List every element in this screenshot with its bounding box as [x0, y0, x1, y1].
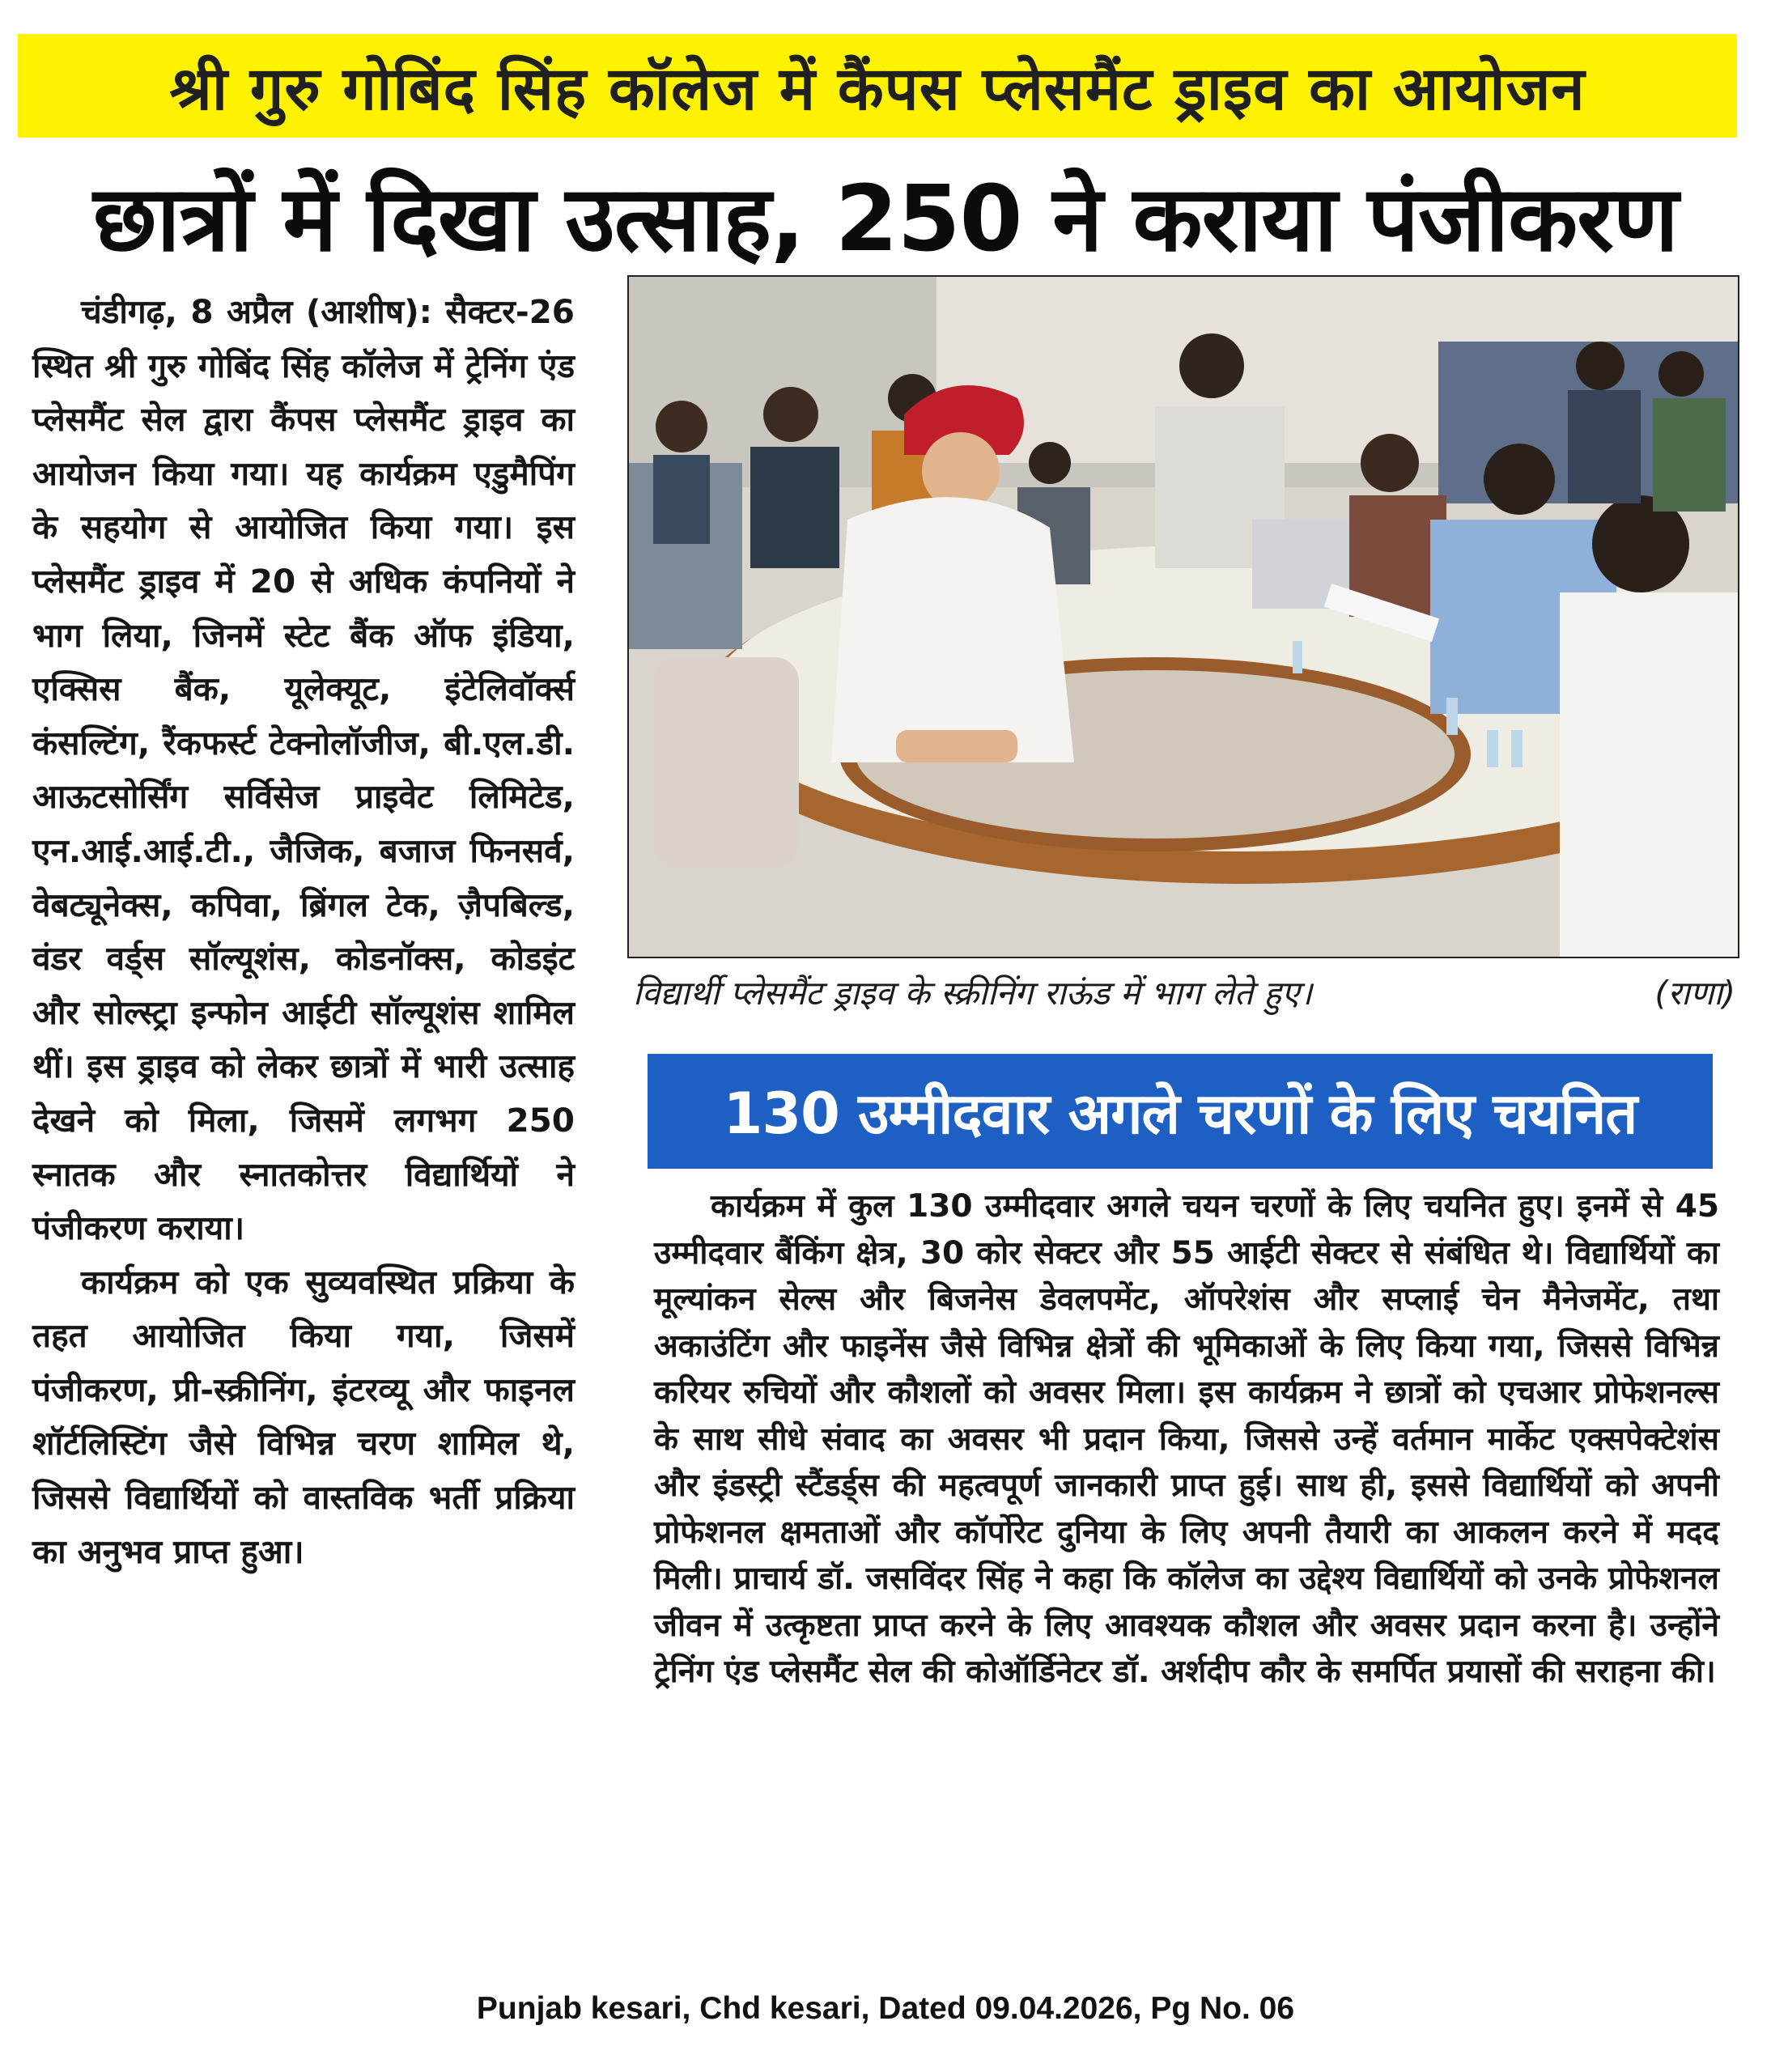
dateline: चंडीगढ़, 8 अप्रैल (आशीष):: [81, 292, 432, 331]
subhead-text: 130 उम्मीदवार अगले चरणों के लिए चयनित: [723, 1081, 1637, 1147]
left-paragraph-1-text: सैक्टर-26 स्थित श्री गुरु गोबिंद सिंह कॉलेज में ट्रेनिंग एंड प्लेसमैंट सेल द्वारा कैंपस प्लेसमैंट ड्राइव का आयोजन किया गया। यह कार्यक्रम एडुमैपिंग के सहयोग से आयोजित किया गया। इस प्लेसमैंट ड्राइव में 20 से अधिक कंपनियों ने भाग लिया, जिनमें स्टेट बैंक ऑफ इंडिया, एक्सिस बैंक, यूलेक्यूट, इंटेलिवॉर्क्स कंसल्टिंग, रैंकफर्स्ट टेक्नोलॉजीज, बी.एल.डी. आऊटसोर्सिंग सर्विसेज प्राइवेट लिमिटेड, एन.आई.आई.टी., जैजिक, बजाज फिनसर्व, वेबट्यूनेक्स, कपिवा, ब्रिंगल टेक, ज़ैपबिल्ड, वंडर वर्ड्स सॉल्यूशंस, कोडनॉक्स, कोडइंट और सोल्स्ट्रा इन्फोन आईटी सॉल्यूशंस शामिल थीं। इस ड्राइव को लेकर छात्रों में भारी उत्साह देखने को मिला, जिसमें लगभग 250 स्नातक और स्नातकोत्तर विद्यार्थियों ने पंजीकरण कराया।: [32, 292, 575, 1248]
headline: छात्रों में दिखा उत्साह, 250 ने कराया पंजीकरण: [93, 166, 1678, 272]
photo-illustration: [629, 277, 1738, 957]
kicker-text: श्री गुरु गोबिंद सिंह कॉलेज में कैंपस प्लेसमैंट ड्राइव का आयोजन: [169, 53, 1586, 124]
left-paragraph-2: कार्यक्रम को एक सुव्यवस्थित प्रक्रिया के तहत आयोजित किया गया, जिसमें पंजीकरण, प्री-स्क्रीनिंग, इंटरव्यू और फाइनल शॉर्टलिस्टिंग जैसे विभिन्न चरण शामिल थे, जिससे विद्यार्थियों को वास्तविक भर्ती प्रक्रिया का अनुभव प्राप्त हुआ।: [32, 1262, 575, 1571]
photo-caption: विद्यार्थी प्लेसमैंट ड्राइव के स्क्रीनिंग राऊंड में भाग लेते हुए।: [633, 974, 1313, 1013]
right-paragraph-1: कार्यक्रम में कुल 130 उम्मीदवार अगले चयन चरणों के लिए चयनित हुए। इनमें से 45 उम्मीदवार बैंकिंग क्षेत्र, 30 कोर सेक्टर और 55 आईटी सेक्टर से संबंधित थे। विद्यार्थियों का मूल्यांकन सेल्स और बिजनेस डेवलपमेंट, ऑपरेशंस और सप्लाई चेन मैनेजमेंट, तथा अकाउंटिंग और फाइनेंस जैसे विभिन्न क्षेत्रों की भूमिकाओं के लिए किया गया, जिससे विभिन्न करियर रुचियों और कौशलों को अवसर मिला। इस कार्यक्रम ने छात्रों को एचआर प्रोफेशनल्स के साथ सीधे संवाद का अवसर भी प्रदान किया, जिससे उन्हें वर्तमान मार्केट एक्सपेक्टेशंस और इंडस्ट्री स्टैंडर्ड्स की महत्वपूर्ण जानकारी प्राप्त हुई। साथ ही, इससे विद्यार्थियों को अपनी प्रोफेशनल क्षमताओं और कॉर्पोरेट दुनिया के लिए अपनी तैयारी का आकलन करने में मदद मिली। प्राचार्य डॉ. जसविंदर सिंह ने कहा कि कॉलेज का उद्देश्य विद्यार्थियों को उनके प्रोफेशनल जीवन में उत्कृष्टता प्राप्त करने के लिए आवश्यक कौशल और अवसर प्रदान करना है। उन्होंने ट्रेनिंग एंड प्लेसमैंट सेल की कोऑर्डिनेटर डॉ. अर्शदीप कौर के समर्पित प्रयासों की सराहना की।: [654, 1188, 1719, 1690]
source-credit: Punjab kesari, Chd kesari, Dated 09.04.2026, Pg No. 06: [476, 1991, 1295, 2026]
right-column: [654, 1183, 1719, 1912]
subhead-banner: [648, 1054, 1713, 1169]
photo-credit: (राणा): [1654, 974, 1735, 1013]
kicker-banner: [18, 34, 1737, 138]
photo-caption-row: [633, 968, 1735, 1017]
left-column: [32, 285, 575, 1985]
left-paragraph-1: [32, 285, 575, 1255]
news-photo: [627, 275, 1739, 958]
